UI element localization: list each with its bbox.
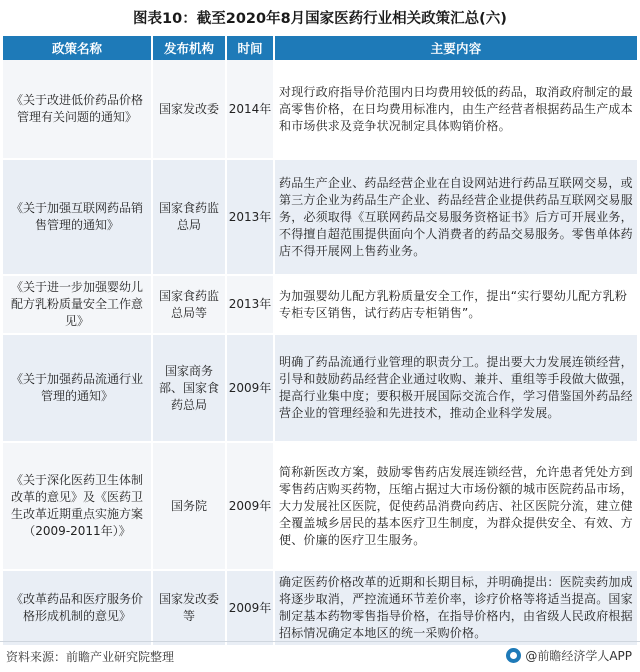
table-row (3, 443, 637, 571)
table-header-row (3, 36, 637, 60)
issue-time: 2009年 (227, 335, 275, 443)
issuer: 国家发改委等 (153, 571, 227, 647)
main-content: 明确了药品流通行业管理的职责分工。提出要大力发展连锁经营，引导和鼓励药品经营企业通过收购、兼并、重组等手段做大做强，提高行业集中度；要积极开展国际交流合作，学习借鉴国外药品经营企业的管理经验和先进技术，推动企业科学发展。 (275, 335, 637, 443)
main-content: 为加强婴幼儿配方乳粉质量安全工作，提出“实行婴幼儿配方乳粉专柜专区销售，试行药店专柜销售”。 (275, 276, 637, 335)
brand-mark (506, 647, 632, 664)
header-time: 时间 (227, 36, 275, 60)
issuer: 国家发改委 (153, 60, 227, 160)
table-row (3, 276, 637, 335)
table-row (3, 160, 637, 276)
table-row (3, 571, 637, 647)
issuer: 国家食药监总局等 (153, 276, 227, 335)
table-title: 图表10：截至2020年8月国家医药行业相关政策汇总(六) (133, 10, 507, 27)
policy-name: 《关于进一步加强婴幼儿配方乳粉质量安全工作意见》 (3, 276, 153, 335)
header-issuer: 发布机构 (153, 36, 227, 60)
brand-logo-icon (506, 648, 521, 663)
header-policy-name: 政策名称 (3, 36, 153, 60)
main-content: 对现行政府指导价范围内日均费用较低的药品，取消政府制定的最高零售价格，在日均费用标准内，由生产经营者根据药品生产成本和市场供求及竞争状况制定具体购销价格。 (275, 60, 637, 160)
table-row (3, 60, 637, 160)
issuer: 国务院 (153, 443, 227, 571)
issue-time: 2014年 (227, 60, 275, 160)
issue-time: 2013年 (227, 160, 275, 276)
main-content: 确定医药价格改革的近期和长期目标，并明确提出：医院卖药加成将逐步取消，严控流通环节差价率，诊疗价格等将适当提高。国家制定基本药物零售指导价格，在指导价格内，由省级人民政府根据招标情况确定本地区的统一采购价格。 (275, 571, 637, 647)
policy-name: 《关于深化医药卫生体制改革的意见》及《医药卫生改革近期重点实施方案（2009-2011年）》 (3, 443, 153, 571)
table-row (3, 335, 637, 443)
issuer: 国家食药监总局 (153, 160, 227, 276)
source-note: 资料来源：前瞻产业研究院整理 (6, 650, 175, 664)
policy-table (3, 36, 637, 647)
issue-time: 2009年 (227, 571, 275, 647)
issue-time: 2009年 (227, 443, 275, 571)
policy-name: 《改革药品和医疗服务价格形成机制的意见》 (3, 571, 153, 647)
issue-time: 2013年 (227, 276, 275, 335)
brand-text: @前瞻经济学人APP (525, 649, 632, 663)
issuer: 国家商务部、国家食药总局 (153, 335, 227, 443)
policy-name: 《关于加强互联网药品销售管理的通知》 (3, 160, 153, 276)
main-content: 简称新医改方案，鼓励零售药店发展连锁经营，允许患者凭处方到零售药店购买药物，压缩占据过大市场份额的城市医院药品市场，大力发展社区医院，促使药品消费向药店、社区医院分流，建立健全覆盖城乡居民的基本医疗卫生制度，为群众提供安全、有效、方便、价廉的医疗卫生服务。 (275, 443, 637, 571)
policy-name: 《关于加强药品流通行业管理的通知》 (3, 335, 153, 443)
header-main-content: 主要内容 (275, 36, 637, 60)
main-content: 药品生产企业、药品经营企业在自设网站进行药品互联网交易，或第三方企业为药品生产企业、药品经营企业提供药品互联网交易服务，必须取得《互联网药品交易服务资格证书》后方可开展业务，不得擅自超范围提供面向个人消费者的药品交易服务。零售单体药店不得开展网上售药业务。 (275, 160, 637, 276)
policy-name: 《关于改进低价药品价格管理有关问题的通知》 (3, 60, 153, 160)
footer (0, 641, 640, 672)
